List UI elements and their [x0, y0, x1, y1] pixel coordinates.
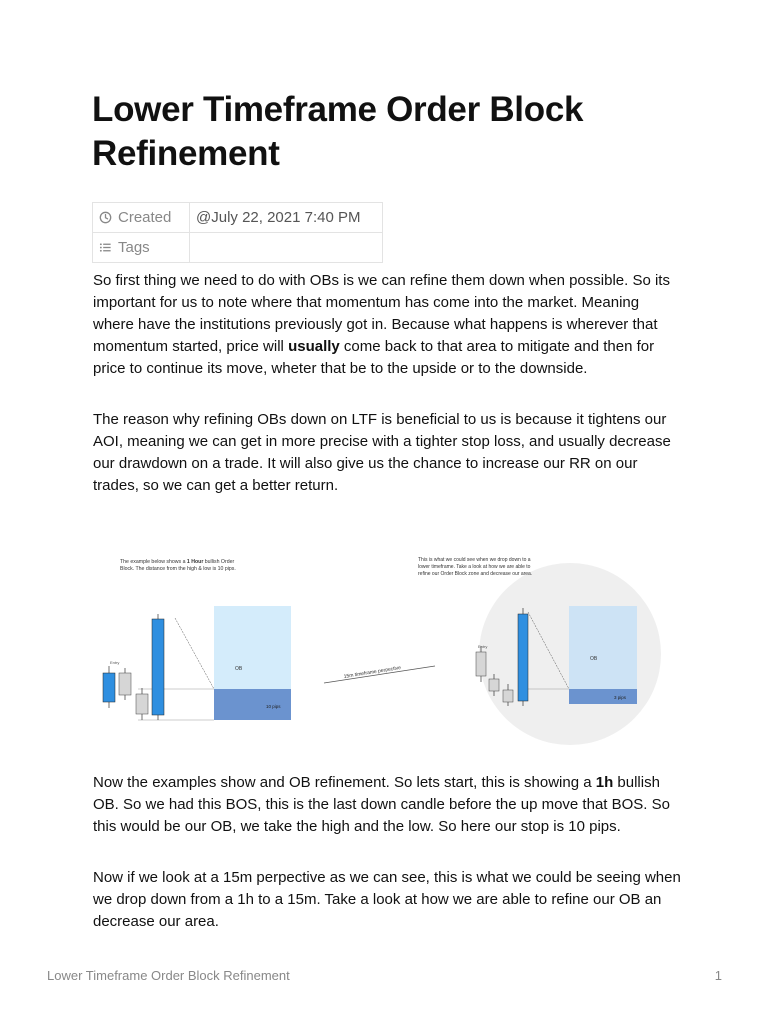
clock-icon — [99, 211, 112, 224]
page-title: Lower Timeframe Order Block Refinement — [92, 90, 584, 173]
paragraph-1-bold: usually — [288, 338, 340, 355]
right-candle-3 — [503, 690, 513, 702]
paragraph-3-text-a: Now the examples show and OB refinement. So lets start, this is showing a — [93, 774, 596, 791]
right-candle-1 — [476, 652, 486, 676]
ob-refinement-figure — [92, 548, 676, 758]
property-key-created: Created — [118, 209, 172, 226]
left-candle-4 — [152, 619, 164, 715]
property-row-tags — [93, 233, 383, 263]
property-value-tags[interactable] — [190, 233, 383, 263]
right-caption-line-1: This is what we could see when we drop down to a — [418, 557, 531, 563]
right-candle-label: Entry — [478, 644, 488, 649]
right-ob-label: OB — [590, 656, 598, 662]
left-caption-line-2: Block. The distance from the high & low is 10 pips. — [120, 566, 236, 572]
right-zone-dark — [569, 689, 637, 704]
paragraph-1-text-b: come back to that area to mitigate and then for price to continue its move, wheter that be to the upside or to the downside. — [93, 338, 655, 377]
property-row-created — [93, 203, 383, 233]
paragraph-1 — [93, 270, 683, 380]
property-value-created[interactable]: @July 22, 2021 7:40 PM — [190, 203, 383, 233]
left-ob-label: OB — [235, 666, 243, 672]
property-key-tags: Tags — [118, 239, 150, 256]
list-icon — [99, 241, 112, 254]
left-diagonal-line — [175, 618, 214, 689]
right-candle-2 — [489, 679, 499, 691]
left-zone-light — [214, 606, 291, 689]
timeframe-arrow-label: 15m timeframe perpective — [343, 665, 402, 680]
footer-page-number: 1 — [714, 968, 722, 983]
paragraph-3-text-b: bullish OB. So we had this BOS, this is the last down candle before the up move that BOS. So this would be our OB, we take the high and the low. So here our stop is 10 pips. — [93, 774, 670, 835]
right-candle-4 — [518, 614, 528, 701]
property-key-cell — [93, 203, 190, 233]
paragraph-2: The reason why refining OBs down on LTF is beneficial to us is because it tightens our AOI, meaning we can get in more precise with a tighter stop loss, and usually decrease our drawdown on a trade. It will also give us the chance to increase our RR on our trades, so we can get a better return. — [93, 411, 671, 494]
left-candle-1 — [103, 673, 115, 702]
paragraph-3-bold: 1h — [595, 774, 614, 791]
footer-title: Lower Timeframe Order Block Refinement — [47, 968, 290, 983]
left-candle-2 — [119, 673, 131, 695]
properties-table — [92, 202, 383, 263]
paragraph-3 — [93, 772, 683, 838]
left-caption-line-1: The example below shows a 1 Hour bullish Order — [120, 559, 235, 565]
paragraph-4: Now if we look at a 15m perpective as we can see, this is what we could be seeing when we drop down from a 1h to a 15m. Take a look at how we are able to refine our OB an decrease our area. — [93, 869, 681, 930]
left-pips-label: 10 pips — [266, 704, 281, 709]
right-caption-line-2: lower timeframe. Take a look at how we are able to — [418, 564, 531, 570]
right-caption-line-3: refine our Order Block zone and decrease our area. — [418, 571, 533, 577]
left-candle-label: Entry — [110, 660, 120, 665]
property-key-cell — [93, 233, 190, 263]
right-pips-label: 3 pips — [614, 695, 627, 700]
paragraph-1-text-a: So first thing we need to do with OBs is we can refine them down when possible. So its important for us to note where that momentum has come into the market. Meaning where have the institutions previously got in. Because what happens is wherever that momentum started, price will — [93, 272, 670, 355]
right-zone-light — [569, 606, 637, 689]
left-candle-3 — [136, 694, 148, 714]
